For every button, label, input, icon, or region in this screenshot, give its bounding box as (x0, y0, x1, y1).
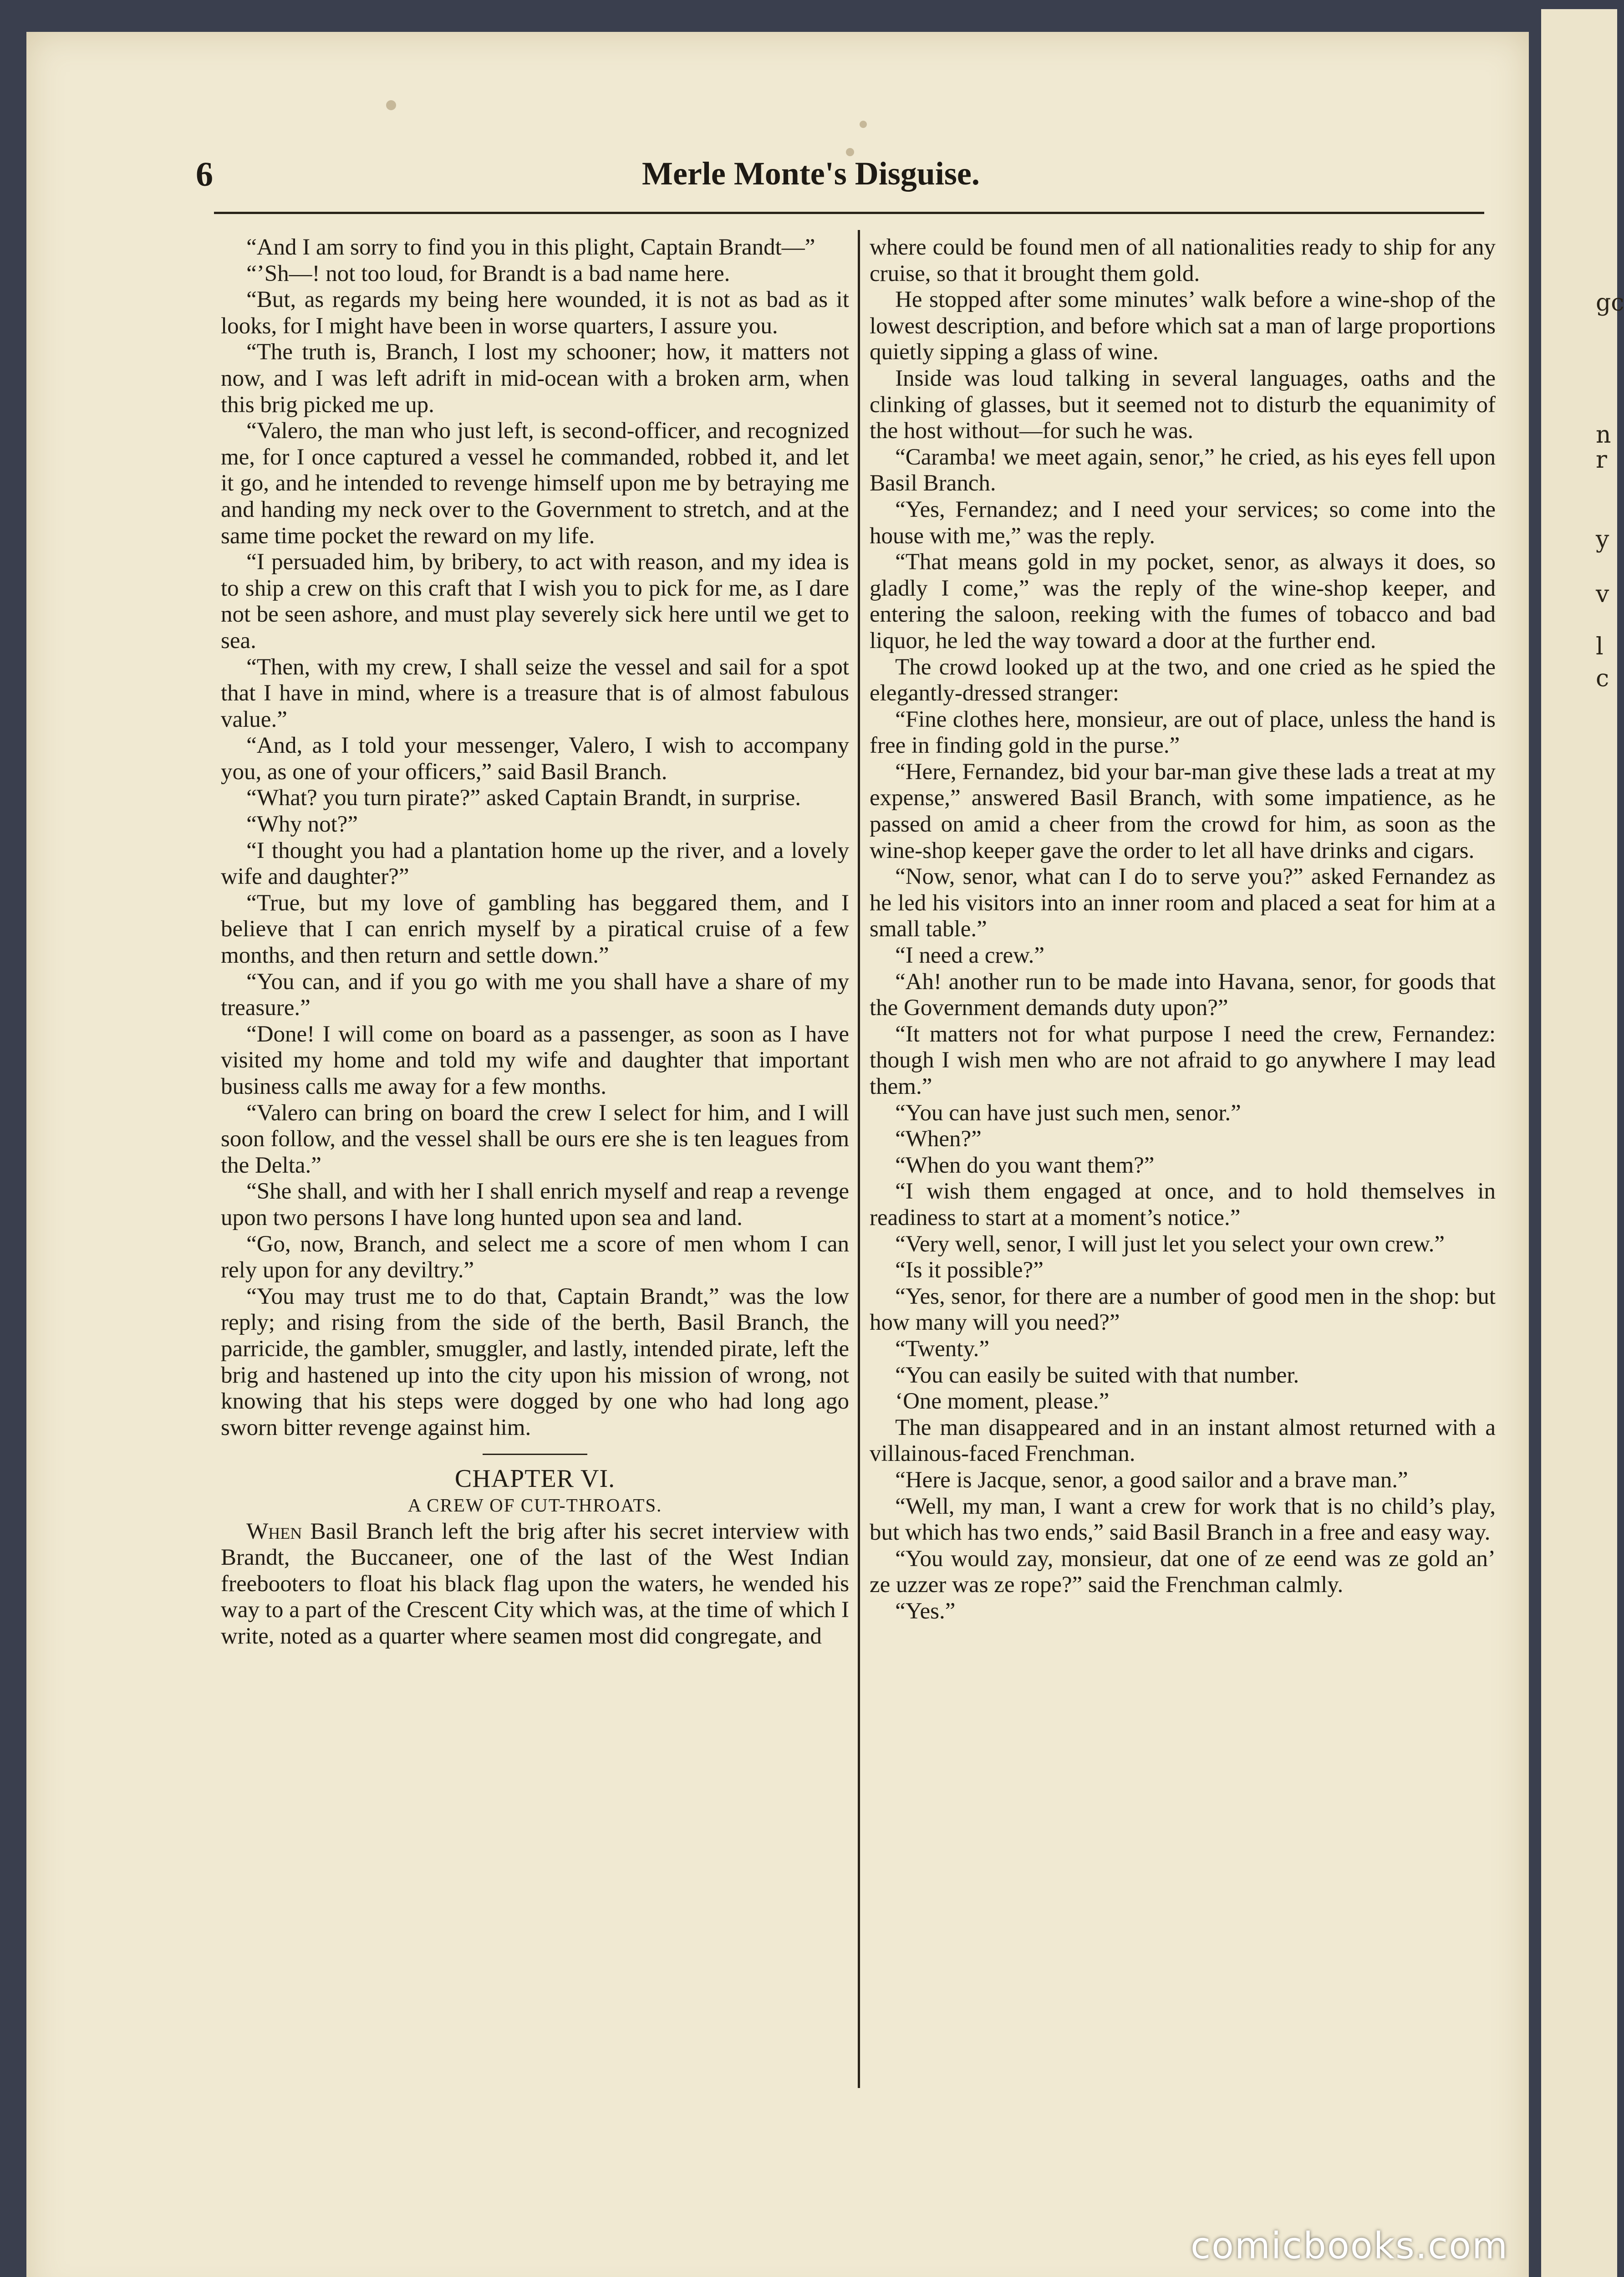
paragraph: “’Sh—! not too loud, for Brandt is a bad name here. (246, 260, 730, 286)
left-column (221, 235, 849, 2111)
paragraph: “And I am sorry to find you in this plight, Captain Brandt—” (246, 235, 815, 260)
paragraph: “Yes, senor, for there are a number of good men in the shop: but how many will you need?” (870, 1283, 1496, 1336)
paragraph: “Here is Jacque, senor, a good sailor and a brave man.” (895, 1467, 1408, 1493)
adjacent-fragment: y (1596, 526, 1609, 553)
paragraph: “Then, with my crew, I shall seize the vessel and sail for a spot that I have in mind, where is a treasure that is of almost fabulous value.” (221, 654, 849, 732)
chapter-opening (221, 1519, 849, 1650)
adjacent-fragment: c (1596, 665, 1609, 692)
header-rule (214, 212, 1484, 214)
paragraph: “Fine clothes here, monsieur, are out of place, unless the hand is free in finding gold in the purse.” (870, 706, 1496, 759)
paragraph: “You would zay, monsieur, dat one of ze eend was ze gold an’ ze uzzer was ze rope?” said the Frenchman calmly. (870, 1546, 1496, 1598)
paragraph: “Twenty.” (895, 1336, 990, 1362)
paragraph: “You can easily be suited with that number. (895, 1362, 1299, 1388)
paragraph: “You can, and if you go with me you shall have a share of my treasure.” (221, 969, 849, 1021)
paragraph: “Ah! another run to be made into Havana, senor, for goods that the Government demands duty upon?” (870, 969, 1496, 1021)
paragraph: “Done! I will come on board as a passenger, as soon as I have visited my home and told my wife and daughter that important business calls me away for a few months. (221, 1021, 849, 1099)
opening-text: Basil Branch left the brig after his secret interview with Brandt, the Buccaneer, one of the last of the West Indian freebooters to float his black flag upon the waters, he wended his way to a part of the Crescent City which was, at the time of which I write, noted as a quarter where seamen most did congregate, and (221, 1518, 849, 1649)
paragraph: “True, but my love of gambling has beggared them, and I believe that I can enrich myself by a piratical cruise of a few months, and then return and settle down.” (221, 890, 849, 969)
column-divider (858, 230, 860, 2088)
paragraph: “You can have just such men, senor.” (895, 1100, 1241, 1126)
adjacent-fragment: l (1596, 633, 1604, 660)
paragraph: “But, as regards my being here wounded, it is not as bad as it looks, for I might have been in worse quarters, I assure you. (221, 287, 849, 339)
paragraph: “Is it possible?” (895, 1257, 1044, 1283)
paragraph: “I need a crew.” (895, 943, 1045, 969)
paragraph: where could be found men of all nationalities ready to ship for any cruise, so that it brought them gold. (870, 235, 1496, 286)
paragraph: “When do you want them?” (895, 1152, 1155, 1178)
adjacent-fragment: n (1596, 421, 1611, 449)
paragraph: “Very well, senor, I will just let you select your own crew.” (895, 1231, 1445, 1257)
paragraph: “Yes, Fernandez; and I need your services; so come into the house with me,” was the reply. (870, 496, 1496, 549)
paragraph: The crowd looked up at the two, and one cried as he spied the elegantly-dressed stranger: (870, 654, 1496, 706)
adjacent-page-edge (1541, 9, 1624, 2277)
paragraph: “Well, my man, I want a crew for work that is no child’s play, but which has two ends,” said Basil Branch in a free and easy way. (870, 1493, 1496, 1546)
paragraph: “Caramba! we meet again, senor,” he cried, as his eyes fell upon Basil Branch. (870, 444, 1496, 496)
chapter-subtitle: A CREW OF CUT-THROATS. (407, 1494, 662, 1516)
paragraph: “Why not?” (246, 812, 358, 837)
paragraph: “She shall, and with her I shall enrich myself and reap a revenge upon two persons I have long hunted upon sea and land. (221, 1179, 849, 1230)
paragraph: The man disappeared and in an instant almost returned with a villainous-faced Frenchman. (870, 1414, 1496, 1467)
adjacent-fragment: r (1596, 446, 1607, 474)
paragraph: Inside was loud talking in several languages, oaths and the clinking of glasses, but it seemed not to disturb the equanimity of the host without—for such he was. (870, 365, 1496, 444)
paragraph: “Yes.” (895, 1598, 956, 1624)
page-header (196, 155, 1498, 196)
paragraph: “Here, Fernandez, bid your bar-man give these lads a treat at my expense,” answered Basil Branch, with some impatience, as he passed on amid a cheer from the crowd for him, as soon as the wine-shop keeper gave the order to let all have drinks and cigars. (870, 759, 1496, 863)
paragraph: “What? you turn pirate?” asked Captain Brandt, in surprise. (246, 785, 801, 811)
watermark-text: comicbooks.com (1191, 2225, 1509, 2267)
paragraph: “Valero, the man who just left, is second-officer, and recognized me, for I once captured a vessel he commanded, robbed it, and let it go, and he intended to revenge himself upon me by betraying me and handing my neck over to the Government to stretch, and at the same time pocket the reward on my life. (221, 418, 849, 549)
paragraph: “That means gold in my pocket, senor, as always it does, so gladly I come,” was the reply of the wine-shop keeper, and entering the saloon, reeking with the fumes of tobacco and bad liquor, he led the way toward a door at the further end. (870, 549, 1496, 653)
paragraph: “I persuaded him, by bribery, to act with reason, and my idea is to ship a crew on this craft that I wish you to pick for me, as I dare not be seen ashore, and must play severely sick here until we get to sea. (221, 549, 849, 653)
adjacent-fragment: gc (1596, 289, 1624, 317)
lead-word: When (246, 1518, 302, 1544)
running-title: Merle Monte's Disguise. (642, 155, 980, 192)
page-number: 6 (196, 155, 213, 194)
paragraph: He stopped after some minutes’ walk before a wine-shop of the lowest description, and before which sat a man of large proportions quietly sipping a glass of wine. (870, 287, 1496, 365)
paragraph: “The truth is, Branch, I lost my schooner; how, it matters not now, and I was left adrift in mid-ocean with a broken arm, when this brig picked me up. (221, 339, 849, 418)
paragraph: “Go, now, Branch, and select me a score of men whom I can rely upon for any deviltry.” (221, 1231, 849, 1283)
paragraph: ‘One moment, please.” (895, 1389, 1110, 1414)
paragraph: “It matters not for what purpose I need the crew, Fernandez: though I wish men who are not afraid to go anywhere I may lead them.” (870, 1021, 1496, 1099)
paragraph: “I thought you had a plantation home up the river, and a lovely wife and daughter?” (221, 837, 849, 890)
paragraph: “I wish them engaged at once, and to hold themselves in readiness to start at a moment’s notice.” (870, 1179, 1496, 1230)
adjacent-fragment: v (1596, 581, 1609, 608)
paragraph: “When?” (895, 1126, 982, 1152)
paragraph: “Now, senor, what can I do to serve you?” asked Fernandez as he led his visitors into an inner room and placed a seat for him at a small table.” (870, 864, 1496, 942)
right-column (870, 235, 1496, 2111)
paragraph: “Valero can bring on board the crew I select for him, and I will soon follow, and the vessel shall be ours ere she is ten leagues from the Delta.” (221, 1100, 849, 1178)
paragraph: “You may trust me to do that, Captain Brandt,” was the low reply; and rising from the side of the berth, Basil Branch, the parricide, the gambler, smuggler, and lastly, intended pirate, left the brig and hastened up into the city upon his mission of wrong, not knowing that his steps were dogged by one who had long ago sworn bitter revenge against him. (221, 1283, 849, 1440)
paragraph: “And, as I told your messenger, Valero, I wish to accompany you, as one of your officers,” said Basil Branch. (221, 733, 849, 785)
chapter-heading: CHAPTER VI. (454, 1465, 616, 1493)
chapter-divider (483, 1454, 587, 1455)
